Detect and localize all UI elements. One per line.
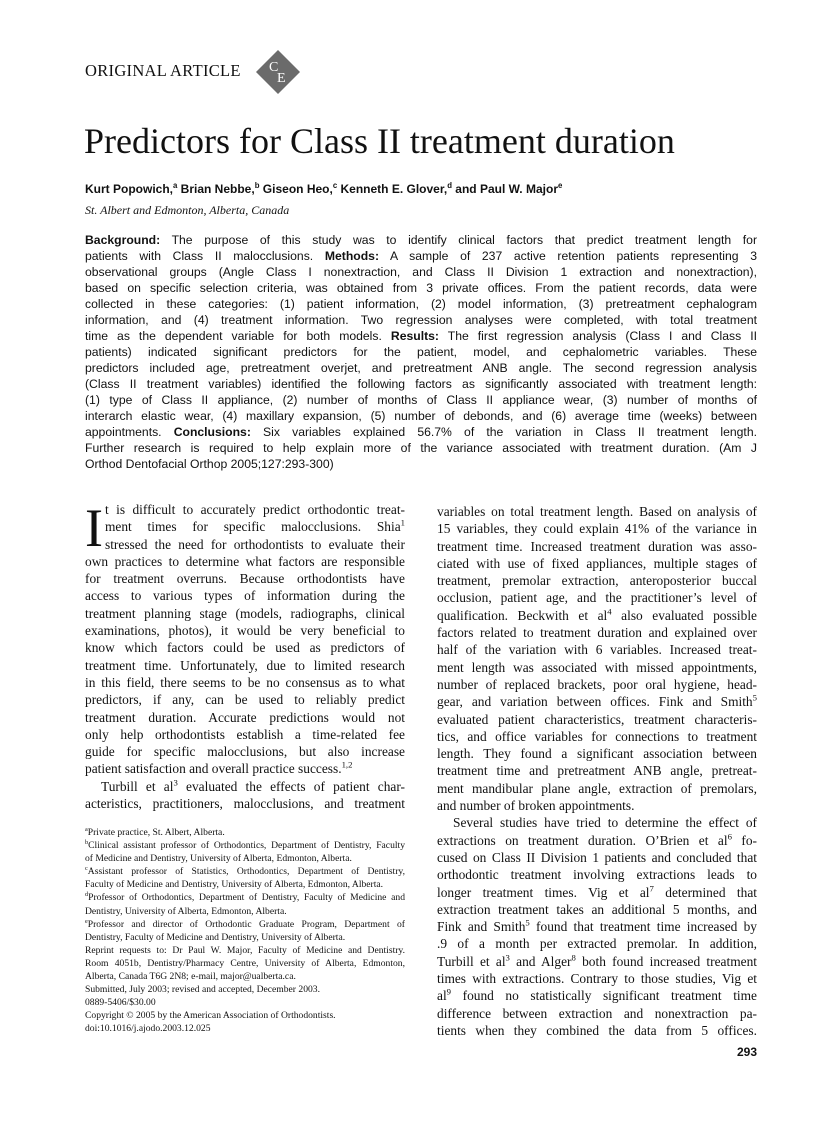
paragraph-line: and number of broken appointments. (437, 798, 635, 814)
paragraph-line: factors related to treatment duration and explained over (437, 625, 757, 641)
paragraph-line: tients when they combined the data from 5 offices. (437, 1022, 757, 1038)
footnote-line: doi:10.1016/j.ajodo.2003.12.025 (85, 1023, 211, 1035)
paragraph-line: half of the variation with 6 variables. Increased treat- (437, 642, 757, 658)
paragraph-line: stressed the need for orthodontists to evaluate their (105, 536, 405, 552)
body-column-right (437, 503, 757, 1039)
paragraph-line: gear, and variation between offices. Fink and Smith$^5$ (437, 692, 757, 710)
footnote-line: Faculty of Medicine and Dentistry, University of Alberta, Edmonton, Alberta. (85, 879, 384, 891)
paragraph-line: difference between extraction and nonextraction pa- (437, 1005, 757, 1021)
abstract-line: time as the dependent variable for both models. Results: The first regression analysis (Class I and Class II (85, 329, 757, 343)
footnote-line: $^a$Private practice, St. Albert, Alberta. (85, 825, 225, 838)
paragraph-line: treatment time and pretreatment ANB angle, pretreat- (437, 763, 757, 779)
paragraph-line: own practices to determine what factors are responsible (85, 553, 405, 569)
abstract-line: interarch elastic wear, (4) maxillary expansion, (5) number of debonds, and (6) average time (weeks) between (85, 409, 757, 423)
paragraph-line: access to various types of information during the (85, 588, 405, 604)
affiliation: St. Albert and Edmonton, Alberta, Canada (85, 203, 290, 217)
footnotes (85, 826, 405, 1036)
paragraph-line: extractions on treatment duration. O’Brien et $al^6$ fo- (437, 831, 757, 848)
paragraph-line: ment times for specific malocclusions. Shia$^1$ (105, 517, 405, 535)
svg-text:C: C (269, 60, 279, 75)
abstract-line: Background: The purpose of this study was to identify clinical factors that predict treatment length for (85, 233, 757, 247)
paragraph-line: treatment, premolar extraction, anteroposterior buccal (437, 573, 757, 589)
abstract-line: (1) type of Class II appliance, (2) number of months of Class II appliance wear, (3) number of months of (85, 393, 757, 407)
paragraph-line: tics, and office variables for connections to treatment (437, 728, 757, 744)
paragraph-line: cused on Class II Division 1 patients and concluded that (437, 849, 757, 865)
paragraph-line: treatment duration. Accurate predictions would not (85, 709, 405, 725)
abstract-line: information, and (4) treatment information. Two regression analyses were completed, with total treatment (85, 313, 757, 327)
paragraph-line: treatment time. Increased treatment duration was asso- (437, 538, 757, 554)
paragraph-line: occlusion, patient age, and the practitioner’s level of (437, 590, 757, 606)
paragraph-line: Several studies have tried to determine the effect of (453, 815, 757, 831)
abstract-line: patients) indicated significant predictors for the patient, model, and cephalometric variables. These (85, 345, 757, 359)
paragraph-line: predictors, if any, can be used to reliably predict (85, 692, 405, 708)
abstract-line: patients with Class II malocclusions. Methods: A sample of 237 active retention patients representing 3 (85, 249, 758, 263)
article-title: Predictors for Class II treatment duration (84, 121, 675, 161)
paragraph-line: guide for specific malocclusions, but also increase (85, 744, 405, 760)
footnote-line: $^c$Assistant professor of Statistics, Orthodontics, Department of Dentistry, (85, 865, 405, 878)
footnote-line: Reprint requests to: Dr Paul W. Major, Faculty of Medicine and Dentistry. (85, 944, 405, 956)
abstract-line: observational groups (Angle Class I nonextraction, and Class II Division 1 extraction and nonextraction), (85, 265, 757, 279)
abstract (85, 232, 757, 472)
abstract-line: (Class II treatment variables) identified the following factors as significantly associated with treatment length: (85, 377, 757, 391)
abstract-line: Orthod Dentofacial Orthop 2005;127:293-300) (85, 457, 334, 471)
paragraph-line: orthodontic treatment involving extractions leads to (437, 867, 757, 883)
abstract-line: Further research is required to help explain more of the variance associated with treatment duration. (Am J (85, 441, 757, 455)
footnote-line: Room 4051b, Dentistry/Pharmacy Centre, University of Alberta, Edmonton, (85, 957, 405, 969)
paragraph-line: Fink and Smith$^5$ found that treatment time increased by (437, 917, 757, 935)
ce-logo-icon (256, 50, 300, 94)
paragraph-line: for treatment overruns. Because orthodontists have (85, 571, 405, 587)
paragraph-line: times with extractions. Contrary to those studies, Vig et (437, 971, 757, 987)
paragraph-line: $al^9$ found no statistically significant treatment time (437, 986, 757, 1004)
paragraph-line: t is difficult to accurately predict orthodontic treat- (105, 502, 405, 517)
paragraph-line: evaluated patient characteristics, treatment characteris- (437, 711, 757, 727)
paragraph-line: Turbill et $al^3$ evaluated the effects of patient char- (101, 777, 405, 794)
paragraph-line: longer treatment times. Vig et $al^7$ determined that (437, 883, 757, 900)
footnote-line: Copyright © 2005 by the American Association of Orthodontists. (85, 1010, 336, 1022)
footnote-line: of Medicine and Dentistry, University of Alberta, Edmonton, Alberta. (85, 853, 352, 865)
paragraph-line: only help orthodontists establish a time-related fee (85, 726, 405, 742)
author-list: Kurt Popowich,$^a$ Brian Nebbe,$^b$ Giseon Heo,$^c$ Kenneth E. Glover,$^d$ and Paul W. Major$^e$ (85, 181, 563, 196)
body-column-left (85, 498, 405, 812)
drop-cap: I (85, 498, 103, 558)
footnote-line: Dentistry, Faculty of Medicine and Dentistry, University of Alberta. (85, 931, 346, 943)
paragraph-line: acteristics, practitioners, malocclusions, and treatment (85, 796, 405, 812)
section-label: ORIGINAL ARTICLE (85, 61, 241, 80)
paragraph-line: variables on total treatment length. Based on analysis of (437, 504, 757, 519)
paragraph-line: patient satisfaction and overall practice success.$^{1,2}$ (85, 759, 353, 777)
abstract-line: predictors included age, pretreatment overjet, and pretreatment ANB angle. The second regression analysis (85, 361, 757, 375)
paragraph-line: extraction treatment takes an additional 5 months, and (437, 901, 757, 917)
paragraph-line: know which factors could be used as predictors of (85, 640, 405, 656)
footnote-line: $^e$Professor and director of Orthodontic Graduate Program, Department of (85, 917, 405, 930)
svg-text:E: E (277, 71, 286, 86)
paragraph-line: examinations, photos), it would be very beneficial to (85, 623, 405, 639)
paragraph-line: treatment planning stage (models, radiographs, clinical (85, 605, 405, 621)
footnote-line: Alberta, Canada T6G 2N8; e-mail, major@ualberta.ca. (85, 971, 296, 983)
abstract-line: based on specific selection criteria, was obtained from 3 private offices. From the patient records, data were (85, 281, 757, 295)
paragraph-line: in this field, there seems to be no consensus as to what (85, 674, 405, 690)
page-number: 293 (736, 1045, 757, 1059)
paragraph-line: ment length was associated with missed appointments, (437, 659, 757, 675)
paragraph-line: Turbill et $al^3$ and Alger$^8$ both found increased treatment (437, 952, 757, 969)
paragraph-line: number of replaced brackets, poor oral hygiene, head- (437, 676, 757, 692)
footnote-line: $^b$Clinical assistant professor of Orthodontics, Department of Dentistry, Faculty (85, 838, 405, 852)
paragraph-line: ciated with use of fixed appliances, multiple stages of (437, 555, 757, 571)
abstract-line: appointments. Conclusions: Six variables explained 56.7% of the variation in Class II treatment length. (85, 425, 757, 439)
footnote-line: Submitted, July 2003; revised and accepted, December 2003. (85, 984, 320, 996)
paragraph-line: 15 variables, they could explain 41% of the variance in (437, 521, 757, 537)
footnote-line: Dentistry, University of Alberta, Edmonton, Alberta. (85, 905, 287, 917)
paragraph-line: length. They found a significant association between (437, 746, 757, 762)
paragraph-line: ment mandibular plane angle, extraction of premolars, (437, 780, 757, 796)
paragraph-line: .9 of a month per extracted premolar. In addition, (437, 936, 757, 952)
paragraph-line: treatment time. Unfortunately, due to limited research (85, 657, 405, 673)
abstract-line: collected in these categories: (1) patient information, (2) model information, (3) pretreatment cephalogram (85, 297, 757, 311)
paragraph-line: qualification. Beckwith et $al^4$ also evaluated possible (437, 606, 757, 623)
footnote-line: 0889-5406/$30.00 (85, 997, 156, 1009)
footnote-line: $^d$Professor of Orthodontics, Department of Dentistry, Faculty of Medicine and (85, 891, 405, 904)
